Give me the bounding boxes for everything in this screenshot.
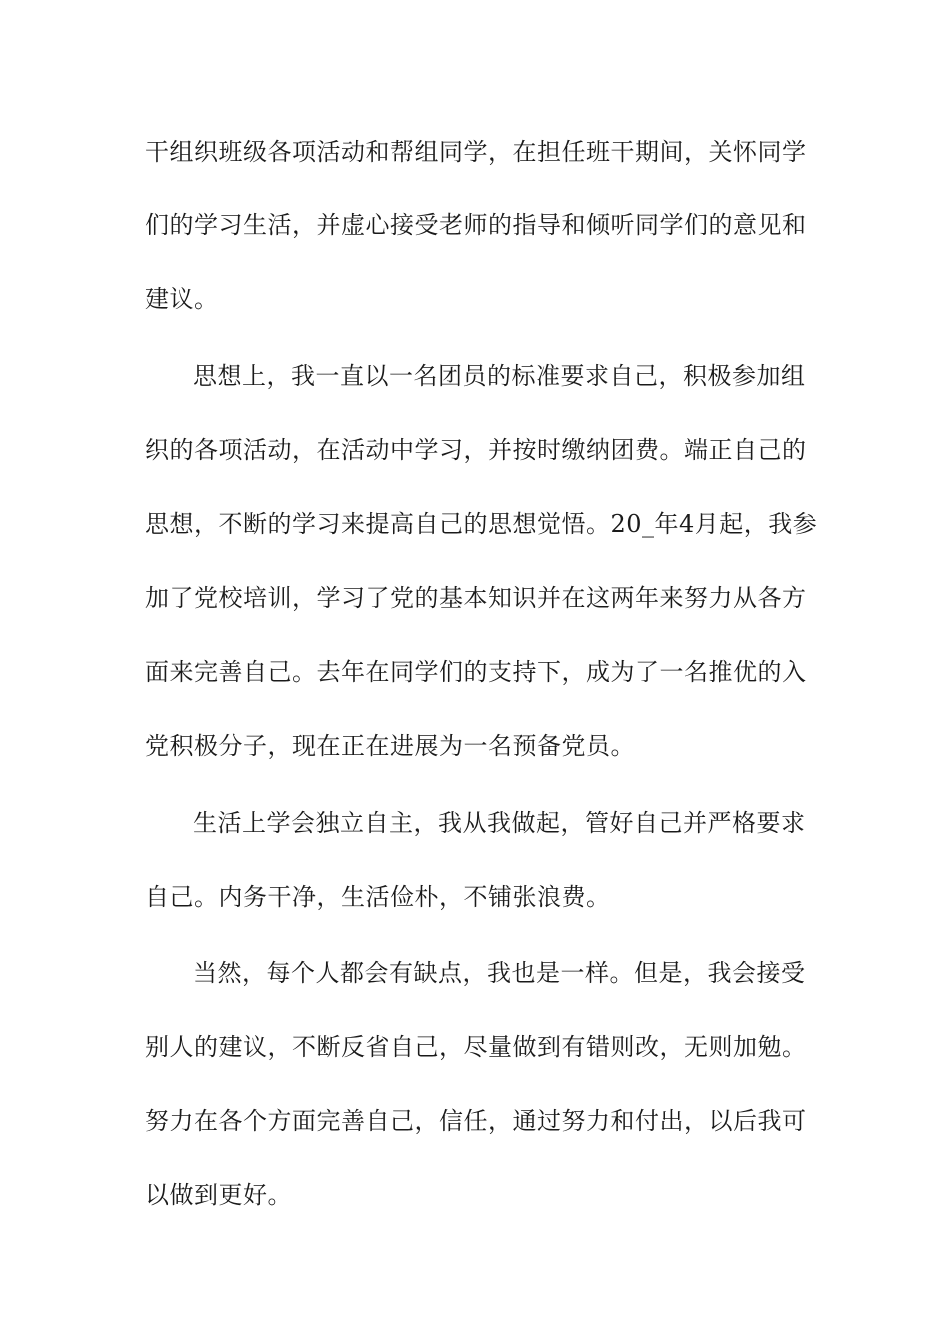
text-line: 织的各项活动，在活动中学习，并按时缴纳团费。端正自己的 [145, 436, 807, 464]
text-line: 建议。 [145, 285, 219, 313]
text-line: 们的学习生活，并虚心接受老师的指导和倾听同学们的意见和 [145, 211, 807, 239]
text-line: 以做到更好。 [145, 1181, 292, 1209]
text-line: 加了党校培训，学习了党的基本知识并在这两年来努力从各方 [145, 584, 807, 612]
text-line: 思想，不断的学习来提高自己的思想觉悟。20_年4月起，我参 [145, 510, 818, 538]
text-line: 面来完善自己。去年在同学们的支持下，成为了一名推优的入 [145, 658, 807, 686]
text-line: 干组织班级各项活动和帮组同学，在担任班干期间，关怀同学 [145, 138, 807, 166]
paragraph-first-line: 当然，每个人都会有缺点，我也是一样。但是，我会接受 [193, 959, 806, 987]
text-line: 党积极分子，现在正在进展为一名预备党员。 [145, 732, 635, 760]
text-line: 努力在各个方面完善自己，信任，通过努力和付出，以后我可 [145, 1107, 807, 1135]
paragraph-first-line: 思想上，我一直以一名团员的标准要求自己，积极参加组 [193, 362, 806, 390]
paragraph-first-line: 生活上学会独立自主，我从我做起，管好自己并严格要求 [193, 809, 806, 837]
text-line: 自己。内务干净，生活俭朴，不铺张浪费。 [145, 883, 611, 911]
text-line: 别人的建议，不断反省自己，尽量做到有错则改，无则加勉。 [145, 1033, 807, 1061]
